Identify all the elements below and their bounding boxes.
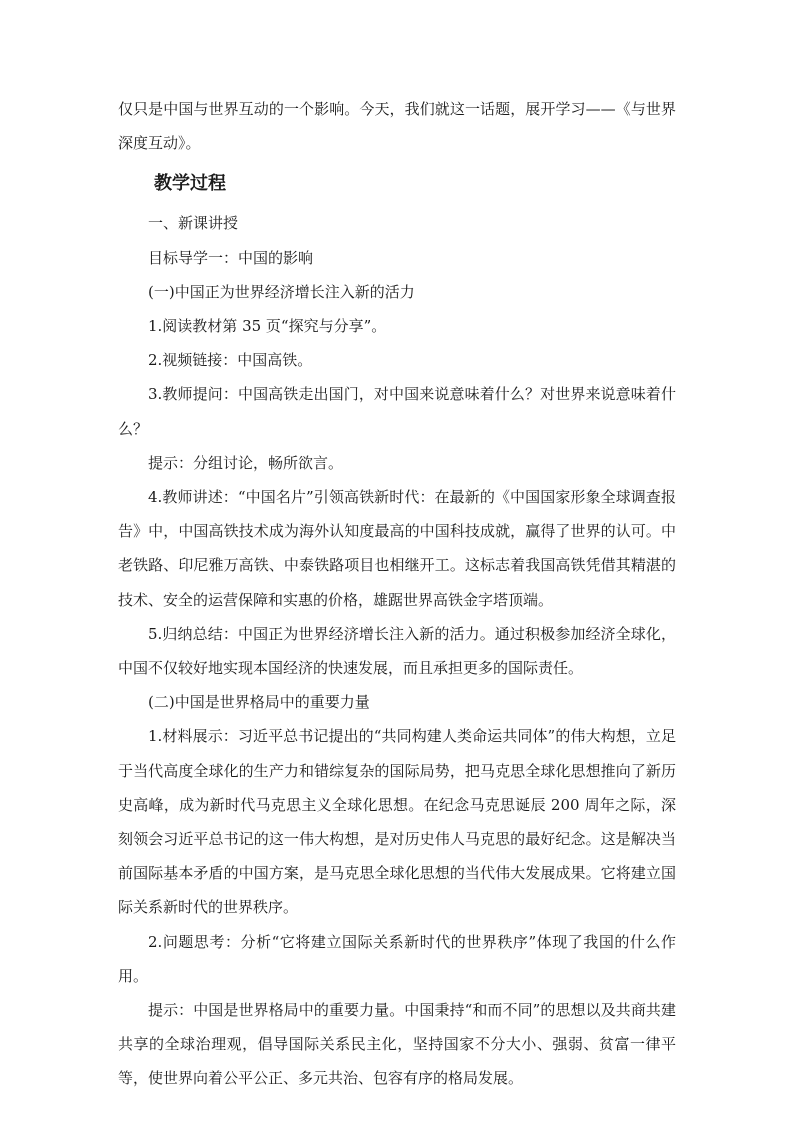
goal-title: 目标导学一：中国的影响 [148,248,314,267]
paragraph-intro-continuation: 仅只是中国与世界互动的一个影响。今天，我们就这一话题，展开学习——《与世界深度互动》。 [118,100,676,153]
point-one-title: (一)中国正为世界经济增长注入新的活力 [148,282,415,301]
point-two-title: (二)中国是世界格局中的重要力量 [148,693,370,712]
step-summary: 5.归纳总结：中国正为世界经济增长注入新的活力。通过积极参加经济全球化，中国不仅较好地实现本国经济的快速发展，而且承担更多的国际责任。 [118,624,676,678]
hint-discussion: 提示：分组讨论，畅所欲言。 [148,453,344,472]
document-page [118,92,676,1096]
step-read-textbook: 1.阅读教材第 35 页“探究与分享”。 [148,317,387,336]
step-teacher-question: 3.教师提问：中国高铁走出国门，对中国来说意味着什么？对世界来说意味着什么？ [118,385,676,438]
step-teacher-narration: 4.教师讲述：“中国名片”引领高铁新时代：在最新的《中国国家形象全球调查报告》中，中国高铁技术成为海外认知度最高的中国科技成就，赢得了世界的认可。中老铁路、印尼雅万高铁、中泰铁路项目也相继开工。这标志着我国高铁凭借其精湛的技术、安全的运营保障和实惠的价格，雄踞世界高铁金字塔顶端。 [118,488,676,609]
section-heading: 教学过程 [154,173,226,195]
subsection-title: 一、新课讲授 [148,214,239,233]
step-video-link: 2.视频链接：中国高铁。 [148,351,313,370]
step-question-thinking: 2.问题思考：分析“它将建立国际关系新时代的世界秩序”体现了我国的什么作用。 [118,932,676,985]
step-material-display: 1.材料展示：习近平总书记提出的“共同构建人类命运共同体”的伟大构想，立足于当代高度全球化的生产力和错综复杂的国际局势，把马克思全球化思想推向了新历史高峰，成为新时代马克思主义全球化思想。在纪念马克思诞辰 200 周年之际，深刻领会习近平总书记的这一伟大构想，是对历史伟人马克思的最好纪念。这是解决当前国际基本矛盾的中国方案，是马克思全球化思想的当代伟大发展成果。它将建立国际关系新时代的世界秩序。 [118,727,676,917]
hint-world-pattern: 提示：中国是世界格局中的重要力量。中国秉持“和而不同”的思想以及共商共建共享的全球治理观，倡导国际关系民主化，坚持国家不分大小、强弱、贫富一律平等，使世界向着公平公正、多元共治、包容有序的格局发展。 [118,1001,676,1088]
